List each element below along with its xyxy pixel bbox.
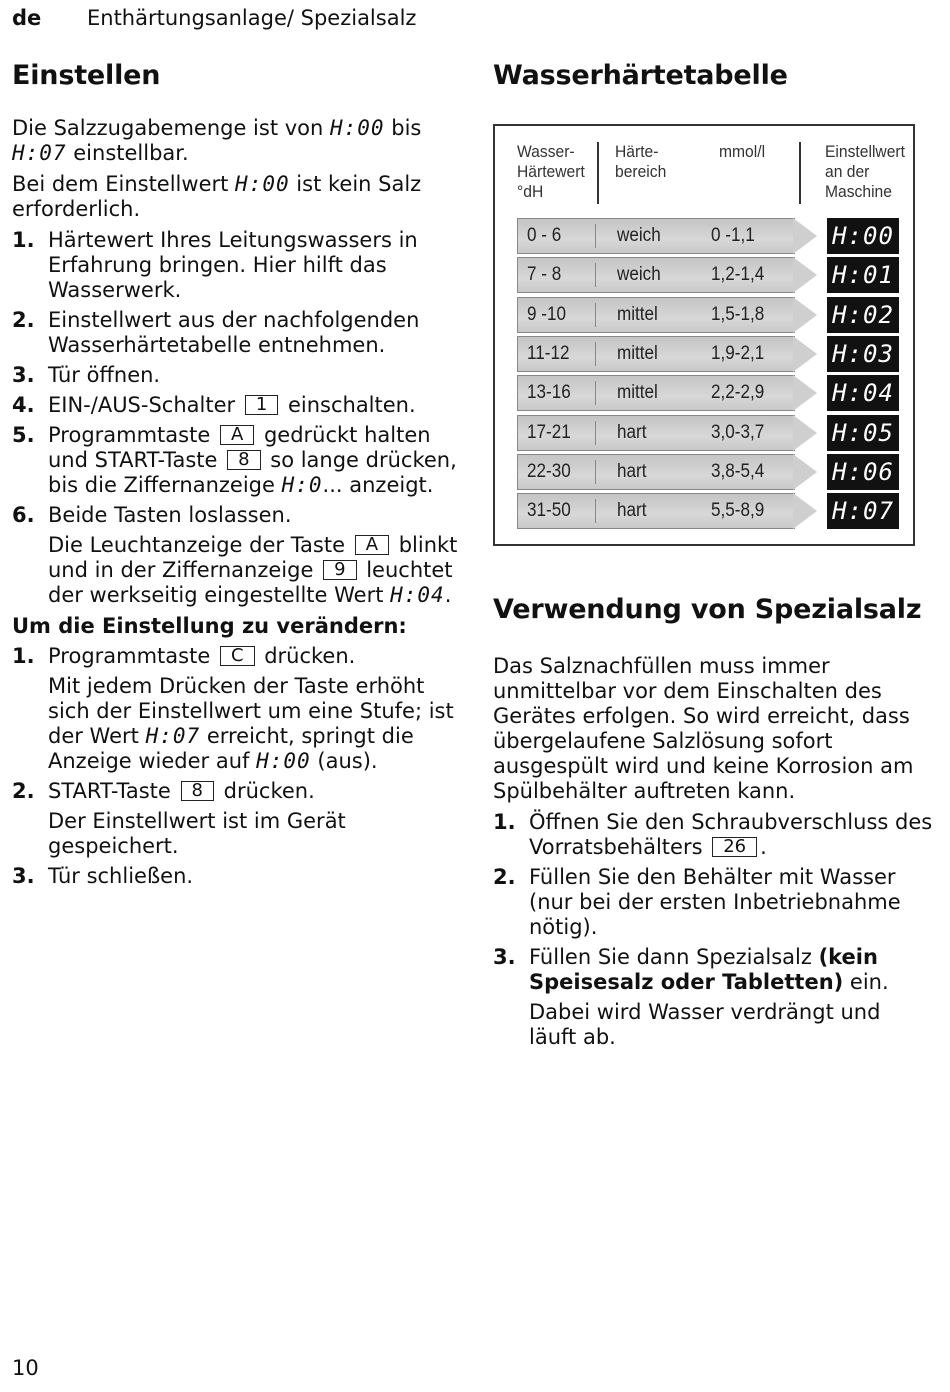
- setting-display: H:04: [827, 375, 899, 411]
- salt-step-1: 1. Öffnen Sie den Schraubverschluss des Vorratsbehälters 26 .: [493, 810, 933, 859]
- col-header-range: Härte- bereich: [615, 142, 667, 181]
- heading-einstellen: Einstellen: [12, 60, 161, 91]
- cell-mmol: 3,0-3,7: [711, 421, 765, 443]
- table-row: [517, 493, 817, 529]
- cell-range: mittel: [617, 303, 658, 325]
- key-label: 9: [323, 560, 356, 580]
- salt-step-3-info: Dabei wird Wasser verdrängt und läuft ab.: [529, 1000, 881, 1049]
- step-1: 1. Härtewert Ihres Leitungswassers in Erfahrung bringen. Hier hilft das Wasserwerk.: [12, 228, 418, 302]
- heading-special-salt: Verwendung von Spezialsalz: [493, 594, 922, 625]
- cell-mmol: 2,2-2,9: [711, 382, 765, 404]
- setting-display: H:01: [827, 257, 899, 293]
- setting-display: H:06: [827, 454, 899, 490]
- display-code: H:04: [390, 583, 445, 607]
- table-row: [517, 257, 817, 293]
- cell-dh: 13-16: [527, 382, 571, 404]
- cell-range: hart: [617, 421, 647, 443]
- table-row: [517, 297, 817, 333]
- left-column: [12, 116, 462, 894]
- cell-dh: 7 - 8: [527, 264, 562, 286]
- display-code: H:00: [235, 172, 290, 196]
- cell-range: mittel: [617, 342, 658, 364]
- key-label: A: [355, 535, 389, 555]
- step-6: 6. Beide Tasten loslassen.: [12, 503, 292, 527]
- right-column-text: [493, 654, 933, 1055]
- step-4: 4. EIN-/AUS-Schalter 1 einschalten.: [12, 393, 416, 417]
- step-6-info: Die Leuchtanzeige der Taste A blinkt und in der Ziffernanzeige 9 leuchtet der werkseitig eingestellte Wert H:04.: [48, 533, 458, 607]
- language-code: de: [12, 6, 42, 30]
- display-code: H:07: [12, 141, 67, 165]
- change-step-1-info: Mit jedem Drücken der Taste erhöht sich der Einstellwert um eine Stufe; ist der Wert H:07 erreicht, springt die Anzeige wieder auf H:00 (aus).: [48, 674, 454, 773]
- setting-display: H:00: [827, 218, 899, 254]
- water-hardness-table: [493, 124, 915, 546]
- intro-paragraph-1: Die Salzzugabemenge ist von H:00 bis H:07 einstellbar.: [12, 116, 422, 165]
- table-row: [517, 454, 817, 490]
- salt-paragraph: Das Salznachfüllen muss immer unmittelbar vor dem Einschalten des Gerätes erfolgen. So wird erreicht, dass übergelaufene Salzlösung sofort ausgespült wird und keine Korrosion am Spülbehälter auftreten kann.: [493, 654, 914, 803]
- header-divider: [799, 142, 801, 204]
- display-code: H:00: [256, 749, 311, 773]
- key-label: 26: [712, 837, 757, 857]
- cell-mmol: 1,5-1,8: [711, 303, 765, 325]
- cell-range: mittel: [617, 382, 658, 404]
- cell-dh: 0 - 6: [527, 225, 562, 246]
- step-3: 3. Tür öffnen.: [12, 363, 161, 387]
- display-code: H:00: [330, 116, 385, 140]
- col-header-setting: Einstellwert an der Maschine: [825, 142, 905, 201]
- salt-step-3: 3. Füllen Sie dann Spezialsalz (kein Speisesalz oder Tabletten) ein.: [493, 945, 889, 994]
- key-label: C: [220, 646, 255, 666]
- cell-range: weich: [617, 264, 661, 286]
- cell-dh: 31-50: [527, 500, 571, 522]
- step-2: 2. Einstellwert aus der nachfolgenden Wasserhärtetabelle entnehmen.: [12, 308, 420, 357]
- change-step-2-info: Der Einstellwert ist im Gerät gespeichert.: [48, 809, 346, 858]
- heading-water-hardness-table: Wasserhärtetabelle: [493, 60, 788, 91]
- cell-mmol: 0 -1,1: [711, 225, 755, 246]
- cell-mmol: 3,8-5,4: [711, 460, 765, 482]
- salt-step-2: 2. Füllen Sie den Behälter mit Wasser (nur bei der ersten Inbetriebnahme nötig).: [493, 865, 901, 939]
- setting-display: H:03: [827, 336, 899, 372]
- section-title: Enthärtungsanlage/ Spezialsalz: [87, 6, 417, 30]
- table-row: [517, 415, 817, 451]
- key-label: 8: [181, 781, 214, 801]
- key-label: 8: [227, 450, 260, 470]
- setting-display: H:02: [827, 297, 899, 333]
- subheading-change-setting: Um die Einstellung zu verändern:: [12, 614, 407, 638]
- cell-mmol: 1,2-1,4: [711, 264, 765, 286]
- cell-range: weich: [617, 225, 661, 246]
- key-label: 1: [245, 395, 278, 415]
- change-step-1: 1. Programmtaste C drücken.: [12, 644, 356, 668]
- cell-mmol: 1,9-2,1: [711, 342, 765, 364]
- cell-mmol: 5,5-8,9: [711, 500, 765, 522]
- table-row: [517, 375, 817, 411]
- setting-display: H:05: [827, 415, 899, 451]
- cell-dh: 9 -10: [527, 303, 566, 325]
- col-header-mmol: mmol/l: [719, 142, 766, 161]
- change-step-2: 2. START-Taste 8 drücken.: [12, 779, 315, 803]
- setting-display: H:07: [827, 493, 899, 529]
- display-code: H:0: [281, 473, 323, 497]
- display-code: H:07: [145, 724, 201, 748]
- cell-range: hart: [617, 500, 647, 522]
- cell-dh: 11-12: [527, 342, 570, 364]
- table-row: [517, 218, 817, 254]
- change-step-3: 3. Tür schließen.: [12, 864, 194, 888]
- cell-range: hart: [617, 460, 647, 482]
- key-label: A: [220, 425, 254, 445]
- page-number: 10: [12, 1356, 39, 1380]
- step-5: 5. Programmtaste A gedrückt halten und START-Taste 8 so lange drücken, bis die Ziffernanzeige H:0... anzeigt.: [12, 423, 457, 497]
- intro-paragraph-2: Bei dem Einstellwert H:00 ist kein Salz erforderlich.: [12, 172, 422, 221]
- cell-dh: 22-30: [527, 460, 571, 482]
- col-header-dh: Wasser- Härtewert °dH: [517, 142, 585, 201]
- table-row: [517, 336, 817, 372]
- cell-dh: 17-21: [527, 421, 571, 443]
- running-header: [12, 6, 416, 30]
- header-divider: [597, 142, 599, 204]
